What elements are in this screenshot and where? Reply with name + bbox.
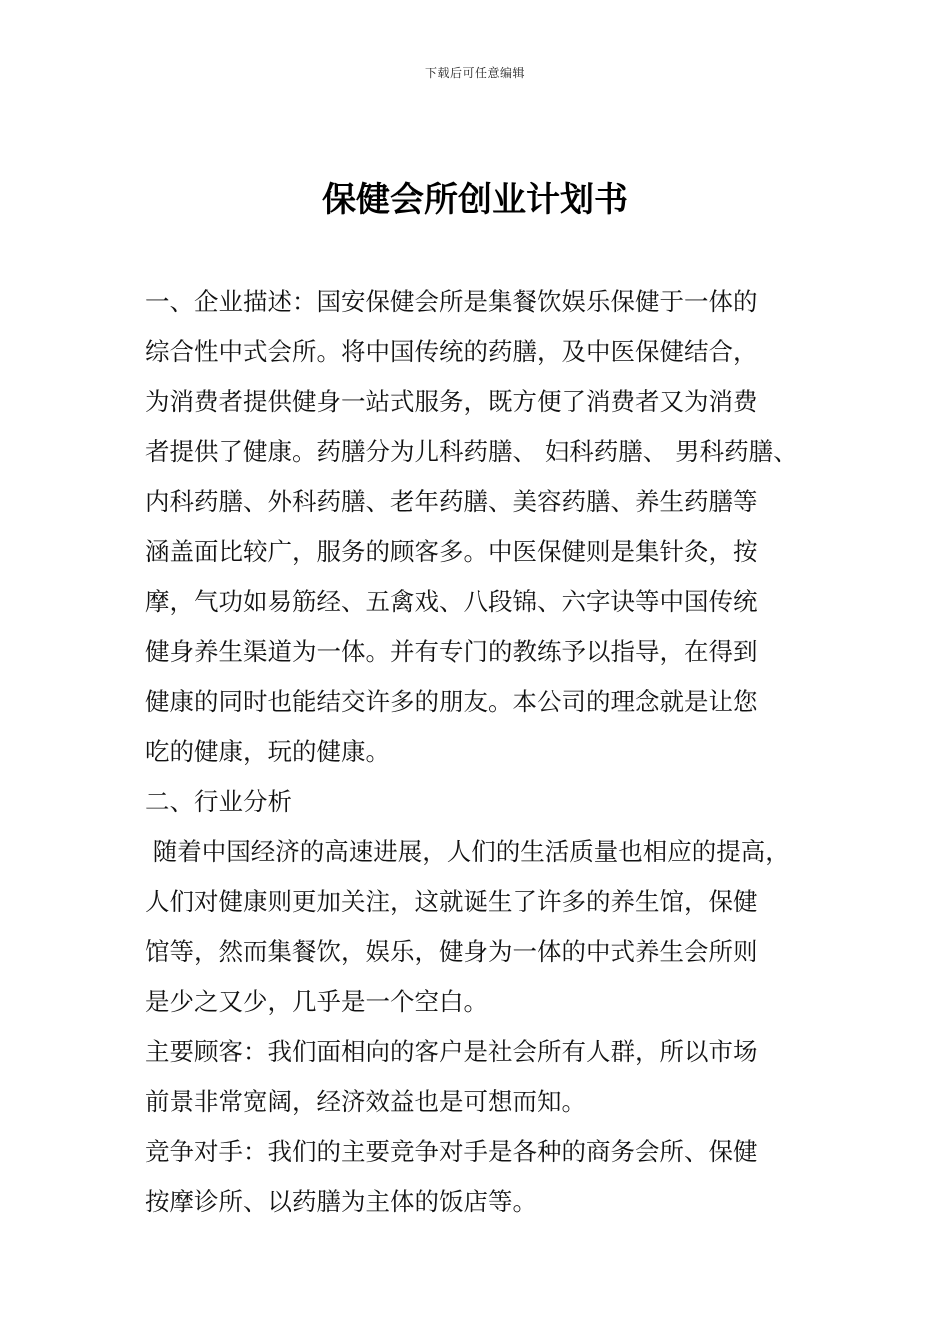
body-line: 健康的同时也能结交许多的朋友。本公司的理念就是让您 bbox=[145, 687, 758, 716]
body-line: 按摩诊所、以药膳为主体的饭店等。 bbox=[145, 1187, 537, 1216]
body-line: 一、企业描述：国安保健会所是集餐饮娱乐保健于一体的 bbox=[145, 287, 758, 316]
section-heading: 二、行业分析 bbox=[145, 787, 292, 816]
body-line: 馆等，然而集餐饮，娱乐，健身为一体的中式养生会所则 bbox=[145, 937, 758, 966]
body-line: 内科药膳、外科药膳、老年药膳、美容药膳、养生药膳等 bbox=[145, 487, 758, 516]
body-line: 综合性中式会所。将中国传统的药膳，及中医保健结合， bbox=[145, 337, 758, 366]
body-line: 吃的健康，玩的健康。 bbox=[145, 737, 390, 766]
body-line: 涵盖面比较广，服务的顾客多。中医保健则是集针灸，按 bbox=[145, 537, 758, 566]
body-line: 前景非常宽阔，经济效益也是可想而知。 bbox=[145, 1087, 586, 1116]
document-title: 保健会所创业计划书 bbox=[322, 180, 628, 220]
page-header-note: 下载后可任意编辑 bbox=[424, 66, 525, 80]
document-body bbox=[145, 277, 825, 1227]
body-line: 健身养生渠道为一体。并有专门的教练予以指导，在得到 bbox=[145, 637, 758, 666]
body-line: 是少之又少，几乎是一个空白。 bbox=[145, 987, 488, 1016]
body-line: 者提供了健康。药膳分为儿科药膳、 妇科药膳、 男科药膳、 bbox=[145, 437, 798, 466]
body-line: 摩，气功如易筋经、五禽戏、八段锦、六字诀等中国传统 bbox=[145, 587, 758, 616]
body-line: 随着中国经济的高速进展，人们的生活质量也相应的提高， bbox=[145, 837, 790, 866]
body-line: 主要顾客：我们面相向的客户是社会所有人群，所以市场 bbox=[145, 1037, 758, 1066]
body-line: 竞争对手：我们的主要竞争对手是各种的商务会所、保健 bbox=[145, 1137, 758, 1166]
body-line: 为消费者提供健身一站式服务，既方便了消费者又为消费 bbox=[145, 387, 758, 416]
body-line: 人们对健康则更加关注，这就诞生了许多的养生馆，保健 bbox=[145, 887, 758, 916]
